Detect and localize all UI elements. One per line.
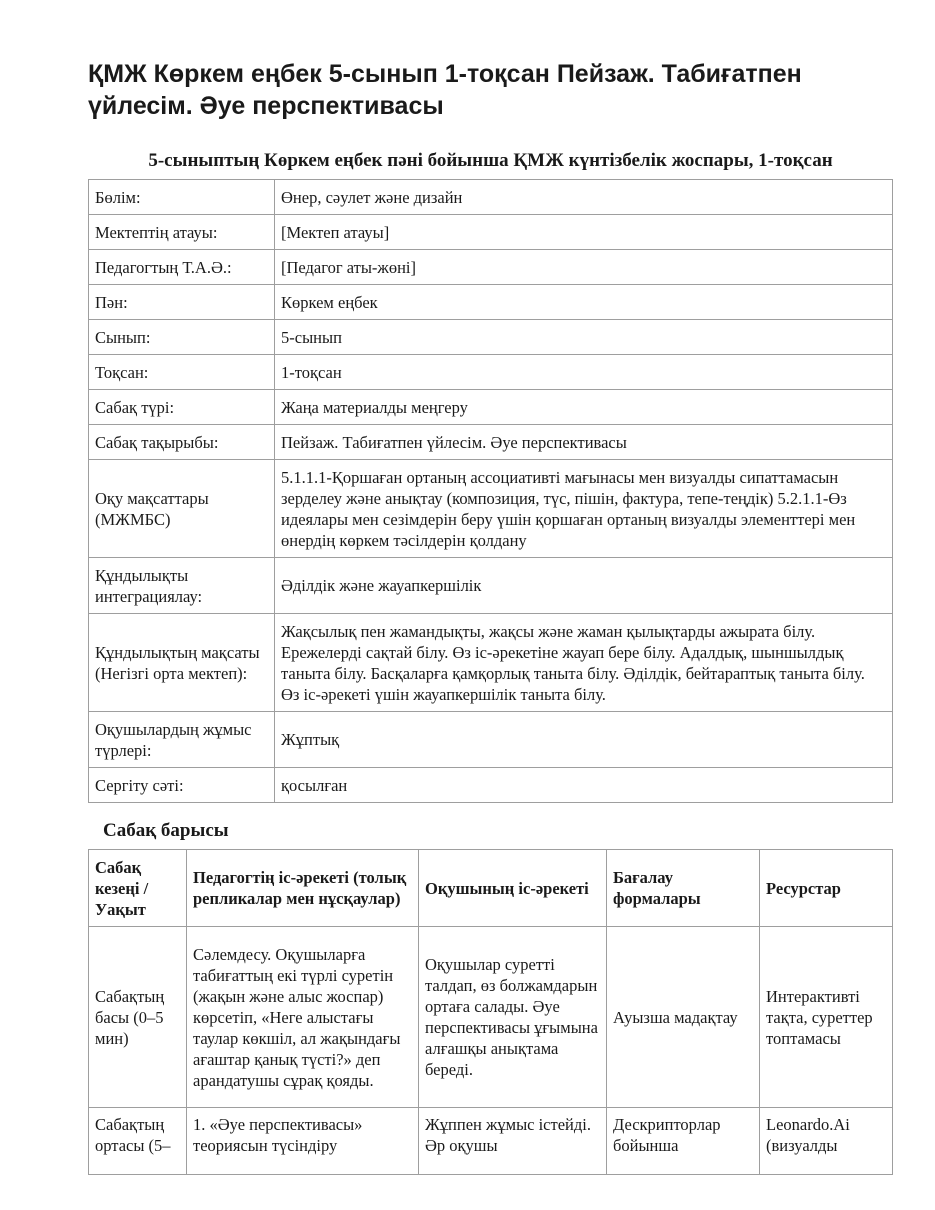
info-row-quarter — [89, 355, 893, 390]
resources-cell: Интерактивті тақта, суреттер топтамасы — [760, 927, 893, 1108]
info-row-lesson-type — [89, 390, 893, 425]
info-row-subject — [89, 285, 893, 320]
teacher-activity-cell: Сәлемдесу. Оқушыларға табиғаттың екі түрлі суретін (жақын және алыс жоспар) көрсетіп, «Неге алыстағы таулар көкшіл, ал жақындағы ағаштар қанық түсті?» деп арандатушы сұрақ қояды. — [187, 927, 419, 1108]
info-row-school-name — [89, 215, 893, 250]
info-label: Оқу мақсаттары (МЖМБС) — [89, 460, 275, 558]
info-row-grade — [89, 320, 893, 355]
info-label: Пән: — [89, 285, 275, 320]
info-row-section — [89, 180, 893, 215]
info-label: Бөлім: — [89, 180, 275, 215]
info-label: Тоқсан: — [89, 355, 275, 390]
info-value: 5.1.1.1-Қоршаған ортаның ассоциативті мағынасы мен визуалды сипаттамасын зерделеу және анықтау (композиция, түс, пішін, фактура, тепе-теңдік) 5.2.1.1-Өз идеялары мен сезімдерін беру үшін қоршаған ортаның визуалды элементтері мен өнердің көркем тәсілдерін қолдану — [275, 460, 893, 558]
info-row-teacher-name — [89, 250, 893, 285]
info-value: Жұптық — [275, 712, 893, 768]
info-label: Құндылықты интеграциялау: — [89, 558, 275, 614]
lesson-progress-table — [88, 849, 893, 1175]
info-value: Өнер, сәулет және дизайн — [275, 180, 893, 215]
assessment-cell: Дескрипторлар бойынша — [607, 1108, 760, 1175]
student-activity-cell: Оқушылар суретті талдап, өз болжамдарын ортаға салады. Әуе перспективасы ұғымына алғашқы анықтама береді. — [419, 927, 607, 1108]
info-value: Жаңа материалды меңгеру — [275, 390, 893, 425]
info-row-lesson-topic — [89, 425, 893, 460]
assessment-cell: Ауызша мадақтау — [607, 927, 760, 1108]
info-label: Мектептің атауы: — [89, 215, 275, 250]
info-value: Жақсылық пен жамандықты, жақсы және жаман қылықтарды ажырата білу. Ережелерді сақтай білу. Өз іс-әрекетіне жауап бере білу. Адалдық, шыншылдық таныта білу. Басқаларға қамқорлық таныта білу. Әділдік, бейтараптық таныта білу. Өз іс-әрекеті үшін жауапкершілік таныта білу. — [275, 614, 893, 712]
info-value: 1-тоқсан — [275, 355, 893, 390]
info-label: Сергіту сәті: — [89, 768, 275, 803]
info-row-value-integration — [89, 558, 893, 614]
lesson-info-table — [88, 179, 893, 803]
student-activity-cell: Жұппен жұмыс істейді. Әр оқушы — [419, 1108, 607, 1175]
stage-cell: Сабақтың басы (0–5 мин) — [89, 927, 187, 1108]
document-title: ҚМЖ Көркем еңбек 5-сынып 1-тоқсан Пейзаж. Табиғатпен үйлесім. Әуе перспективасы — [88, 60, 802, 120]
plan-heading: 5-сыныптың Көркем еңбек пәні бойынша ҚМЖ күнтізбелік жоспары, 1-тоқсан — [148, 150, 833, 171]
column-header-teacher-activity: Педагогтің іс-әрекеті (толық репликалар мен нұсқаулар) — [187, 850, 419, 927]
info-label: Құндылықтың мақсаты (Негізгі орта мектеп): — [89, 614, 275, 712]
table-row — [89, 927, 893, 1108]
info-value: қосылған — [275, 768, 893, 803]
info-value: Әділдік және жауапкершілік — [275, 558, 893, 614]
info-row-work-types — [89, 712, 893, 768]
stage-cell: Сабақтың ортасы (5– — [89, 1108, 187, 1175]
column-header-assessment: Бағалау формалары — [607, 850, 760, 927]
info-label: Сабақ тақырыбы: — [89, 425, 275, 460]
info-label: Педагогтың Т.А.Ә.: — [89, 250, 275, 285]
info-label: Оқушылардың жұмыс түрлері: — [89, 712, 275, 768]
info-value: [Педагог аты-жөні] — [275, 250, 893, 285]
column-header-student-activity: Оқушының іс-әрекеті — [419, 850, 607, 927]
info-label: Сабақ түрі: — [89, 390, 275, 425]
info-row-refresh-moment — [89, 768, 893, 803]
teacher-activity-cell: 1. «Әуе перспективасы» теориясын түсіндіру — [187, 1108, 419, 1175]
info-value: [Мектеп атауы] — [275, 215, 893, 250]
info-value: 5-сынып — [275, 320, 893, 355]
info-label: Сынып: — [89, 320, 275, 355]
table-row — [89, 1108, 893, 1175]
lesson-table-header-row — [89, 850, 893, 927]
info-row-learning-objectives — [89, 460, 893, 558]
lesson-progress-heading: Сабақ барысы — [103, 820, 229, 841]
column-header-resources: Ресурстар — [760, 850, 893, 927]
info-row-value-purpose — [89, 614, 893, 712]
info-value: Пейзаж. Табиғатпен үйлесім. Әуе перспективасы — [275, 425, 893, 460]
column-header-stage: Сабақ кезеңі / Уақыт — [89, 850, 187, 927]
resources-cell: Leonardo.Ai (визуалды — [760, 1108, 893, 1175]
info-value: Көркем еңбек — [275, 285, 893, 320]
